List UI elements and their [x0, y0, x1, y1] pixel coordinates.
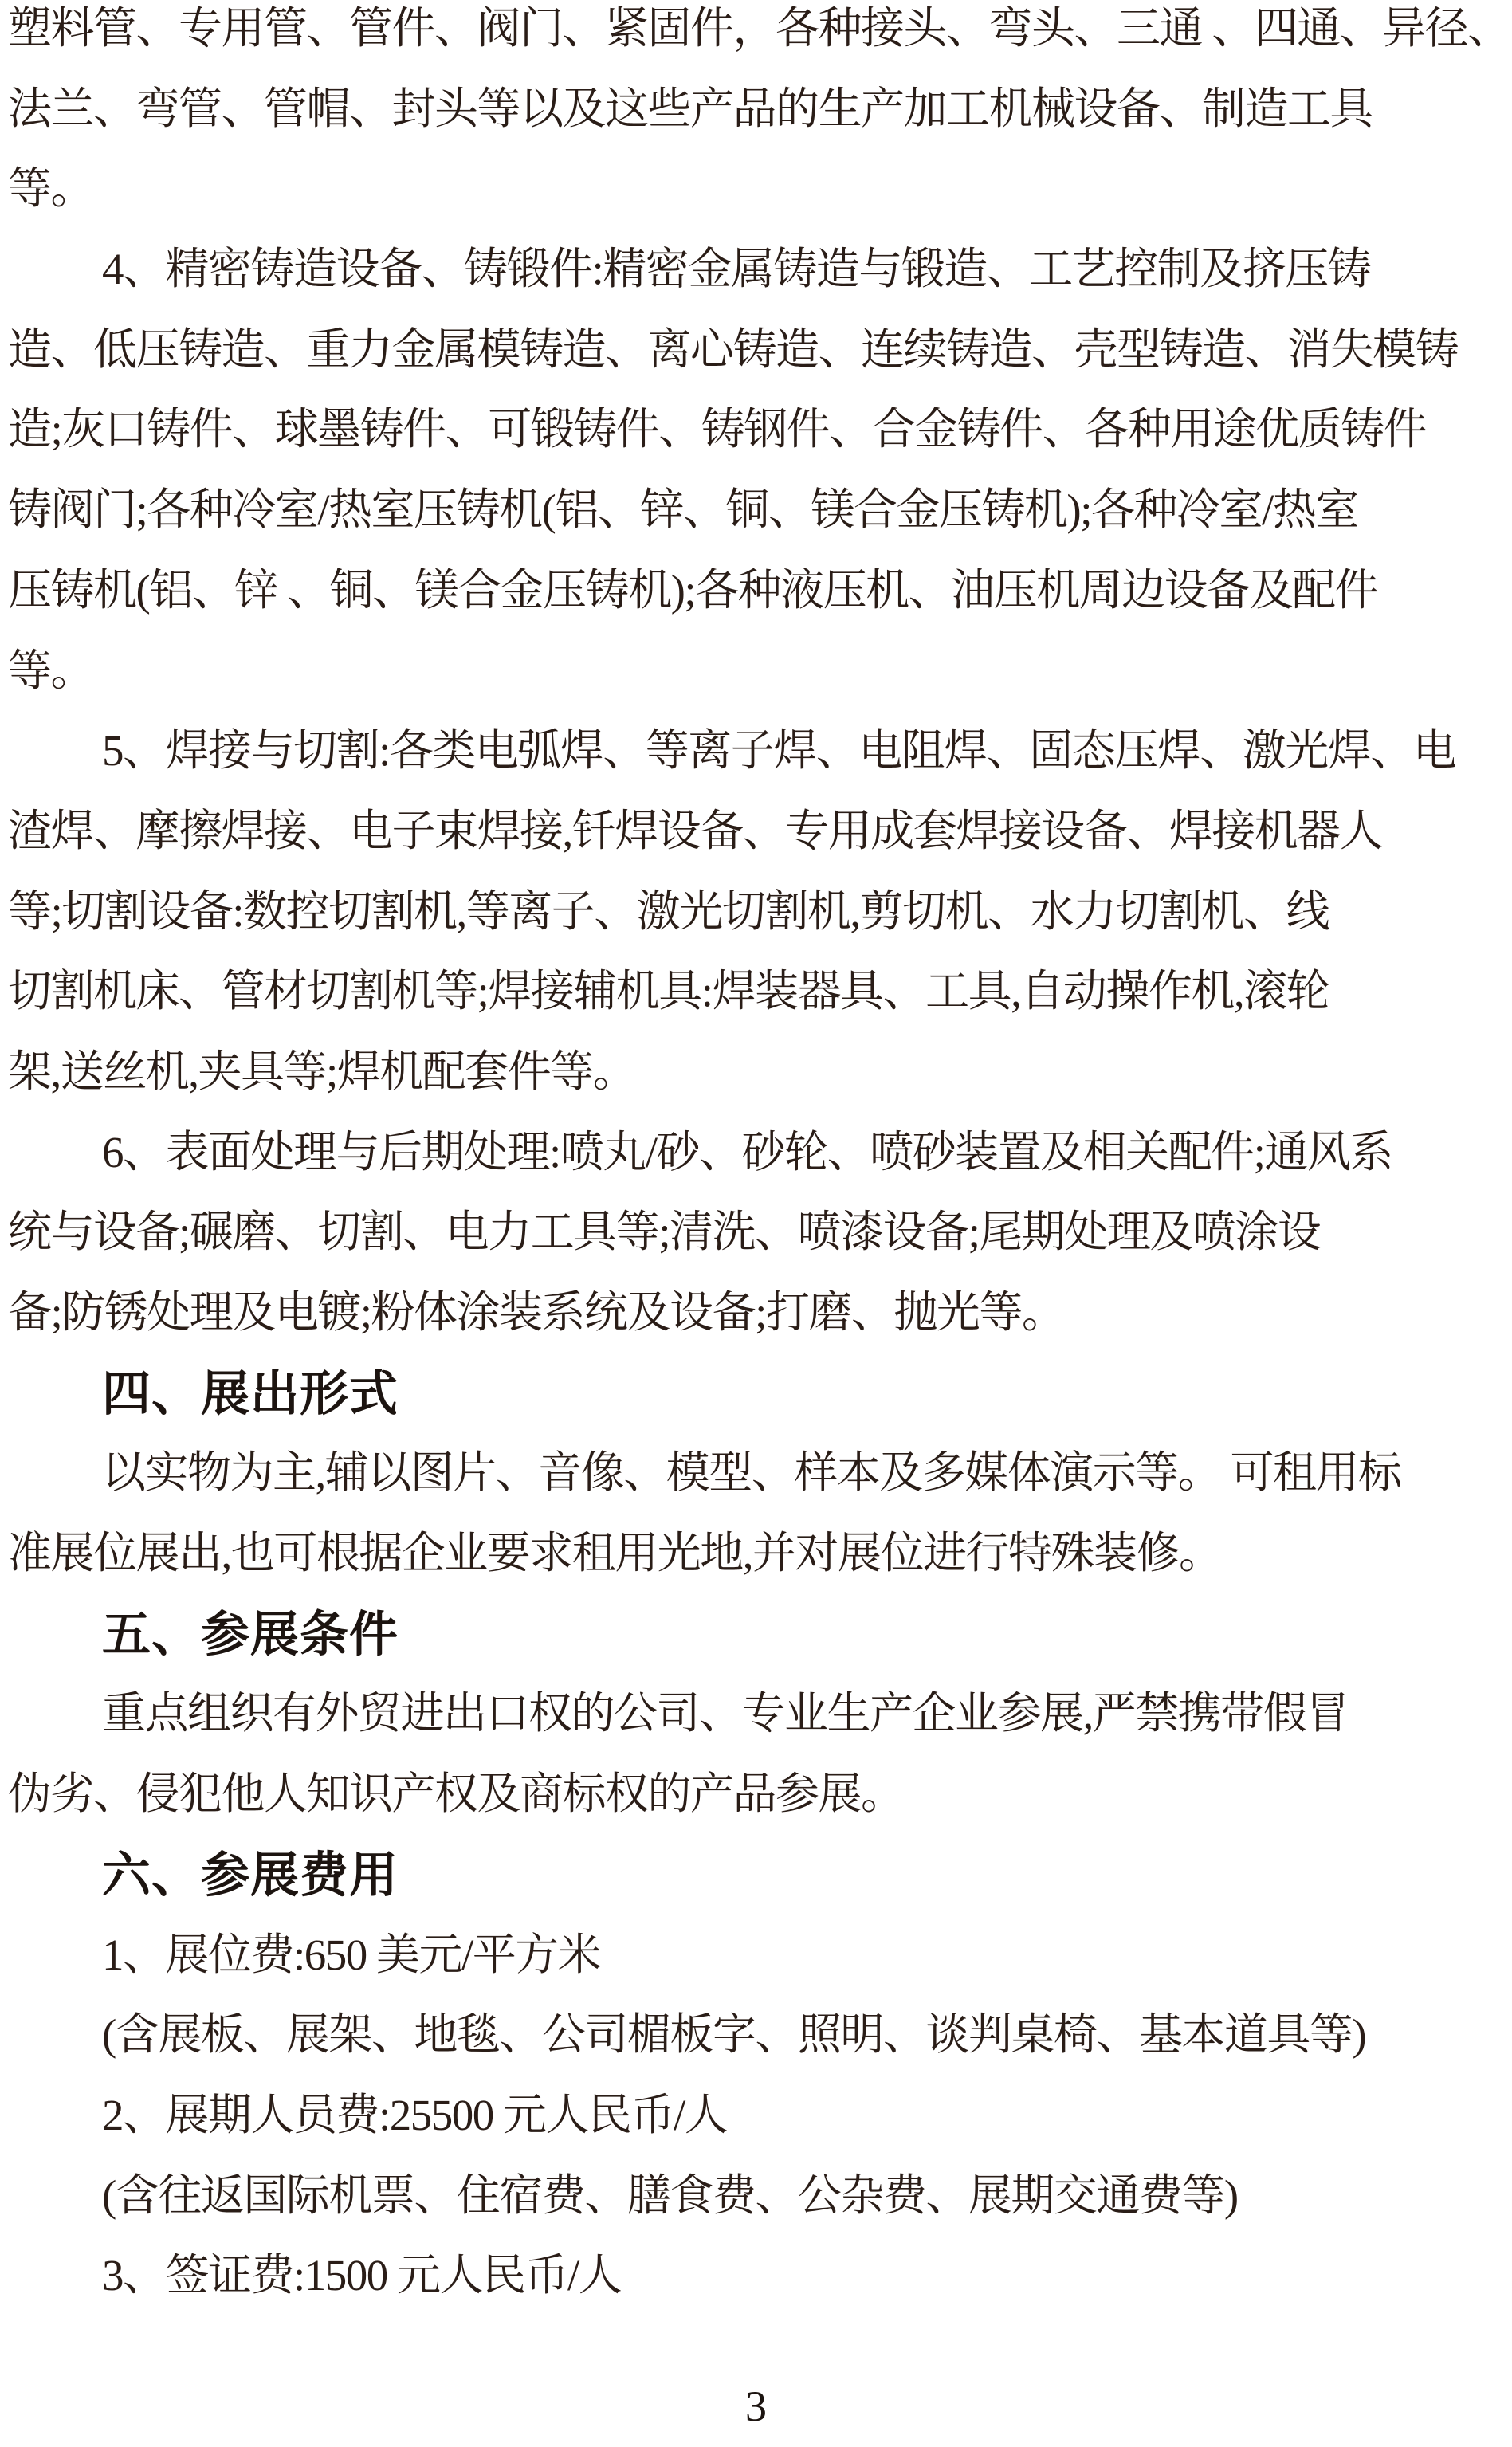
text-line: 法兰、弯管、管帽、封头等以及这些产品的生产加工机械设备、制造工具: [8, 84, 1373, 133]
text-line: 压铸机(铝、锌 、铜、镁合金压铸机);各种液压机、油压机周边设备及配件: [8, 565, 1378, 615]
page-number: 3: [745, 2382, 767, 2430]
text-line: 等。: [8, 164, 94, 214]
text-line: 3、签证费:1500 元人民币/人: [102, 2251, 622, 2300]
text-line: 塑料管、专用管、管件、阀门、紧固件，各种接头、弯头、三通 、四通、异径、: [8, 4, 1510, 53]
text-line: 渣焊、摩擦焊接、电子束焊接,钎焊设备、专用成套焊接设备、焊接机器人: [8, 806, 1383, 855]
text-line: 2、展期人员费:25500 元人民币/人: [102, 2090, 728, 2139]
text-line: 统与设备;碾磨、切割、电力工具等;清洗、喷漆设备;尾期处理及喷涂设: [8, 1208, 1321, 1257]
text-line: 备;防锈处理及电镀;粉体涂装系统及设备;打磨、抛光等。: [8, 1288, 1065, 1337]
text-line: 6、表面处理与后期处理:喷丸/砂、砂轮、喷砂装置及相关配件;通风系: [102, 1127, 1392, 1176]
text-line: (含展板、展架、地毯、公司楣板字、照明、谈判桌椅、基本道具等): [102, 2010, 1366, 2060]
document-page: [8, 0, 1510, 2316]
text-line: 以实物为主,辅以图片、音像、模型、样本及多媒体演示等。 可租用标: [102, 1448, 1401, 1498]
text-line: 等。: [8, 646, 94, 695]
text-line: (含往返国际机票、住宿费、膳食费、公杂费、展期交通费等): [102, 2170, 1238, 2220]
section-heading: 六、参展费用: [102, 1847, 399, 1902]
text-line: 造、低压铸造、重力金属模铸造、离心铸造、连续铸造、壳型铸造、消失模铸: [8, 324, 1459, 374]
text-line: 4、精密铸造设备、铸锻件:精密金属铸造与锻造、工艺控制及挤压铸: [102, 245, 1371, 294]
text-line: 1、展位费:650 美元/平方米: [102, 1930, 601, 1979]
text-line: 5、焊接与切割:各类电弧焊、等离子焊、电阻焊、固态压焊、激光焊、电: [102, 726, 1456, 776]
text-line: 伪劣、侵犯他人知识产权及商标权的产品参展。: [8, 1769, 904, 1819]
text-line: 等;切割设备:数控切割机,等离子、激光切割机,剪切机、水力切割机、线: [8, 886, 1329, 936]
section-heading: 四、展出形式: [102, 1365, 399, 1420]
text-line: 造;灰口铸件、球墨铸件、可锻铸件、铸钢件、合金铸件、各种用途优质铸件: [8, 405, 1427, 454]
text-line: 准展位展出,也可根据企业要求租用光地,并对展位进行特殊装修。: [8, 1529, 1222, 1578]
text-line: 切割机床、管材切割机等;焊接辅机具:焊装器具、工具,自动操作机,滚轮: [8, 967, 1329, 1016]
text-line: 重点组织有外贸进出口权的公司、专业生产企业参展,严禁携带假冒: [102, 1689, 1349, 1738]
text-line: 架,送丝机,夹具等;焊机配套件等。: [8, 1047, 636, 1096]
section-heading: 五、参展条件: [102, 1606, 399, 1661]
text-line: 铸阀门;各种冷室/热室压铸机(铝、锌、铜、镁合金压铸机);各种冷室/热室: [8, 485, 1358, 535]
